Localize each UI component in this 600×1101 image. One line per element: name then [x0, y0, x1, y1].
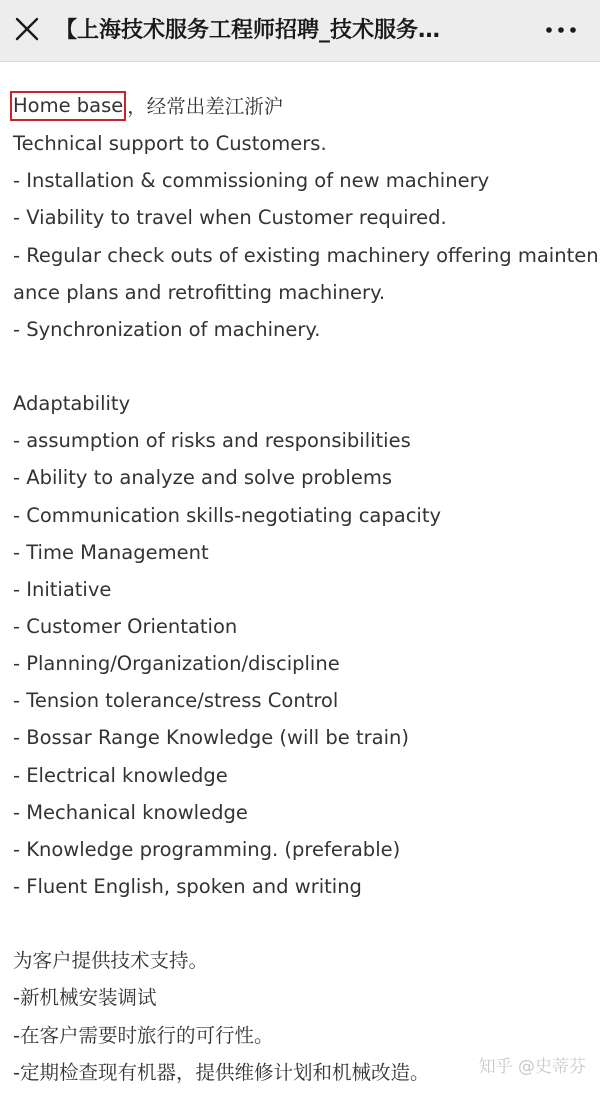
close-button[interactable] [12, 14, 42, 44]
text-line: 为客户提供技术支持。 [13, 949, 209, 973]
text-line: - Electrical knowledge [13, 763, 228, 787]
close-icon [12, 14, 42, 44]
text-line: - Mechanical knowledge [13, 800, 248, 824]
text-line: -新机械安装调试 [13, 986, 157, 1010]
more-dots-icon [544, 17, 578, 43]
text-line: - Synchronization of machinery. [13, 317, 321, 341]
text-line: - Customer Orientation [13, 614, 238, 638]
text-line: - Time Management [13, 540, 209, 564]
text-line: - Communication skills-negotiating capacity [13, 503, 442, 527]
text-line: - Viability to travel when Customer required. [13, 206, 447, 230]
text-line: ance plans and retrofitting machinery. [13, 280, 386, 304]
home-base-highlight: Home base [10, 91, 126, 121]
text-line: - Bossar Range Knowledge (will be train) [13, 726, 409, 750]
first-line [13, 88, 593, 125]
text-line: - Installation & commissioning of new machinery [13, 169, 490, 193]
first-line-text: ，经常出差江浙沪 [127, 95, 284, 118]
text-line: Adaptability [13, 392, 131, 416]
text-line: - Initiative [13, 577, 112, 601]
text-line: - Tension tolerance/stress Control [13, 689, 339, 713]
text-line: -定期检查现有机器，提供维修计划和机械改造。 [13, 1060, 430, 1084]
top-bar [0, 0, 600, 62]
text-line: - Planning/Organization/discipline [13, 652, 340, 676]
text-line: - Ability to analyze and solve problems [13, 466, 392, 490]
text-line: - Regular check outs of existing machinery offering mainten [13, 243, 599, 267]
text-line: -在客户需要时旅行的可行性。 [13, 1023, 274, 1047]
more-button[interactable] [544, 17, 578, 43]
text-line: - Knowledge programming. (preferable) [13, 837, 401, 861]
watermark: 知乎 @史蒂芬 [478, 1057, 586, 1077]
blank-line [13, 348, 593, 385]
text-line: Technical support to Customers. [13, 132, 327, 156]
page-title: 【上海技术服务工程师招聘_技术服务… [55, 18, 441, 43]
text-line: - assumption of risks and responsibilities [13, 429, 411, 453]
article-body [13, 88, 599, 1091]
blank-line [13, 905, 593, 942]
text-line: - Fluent English, spoken and writing [13, 874, 362, 898]
